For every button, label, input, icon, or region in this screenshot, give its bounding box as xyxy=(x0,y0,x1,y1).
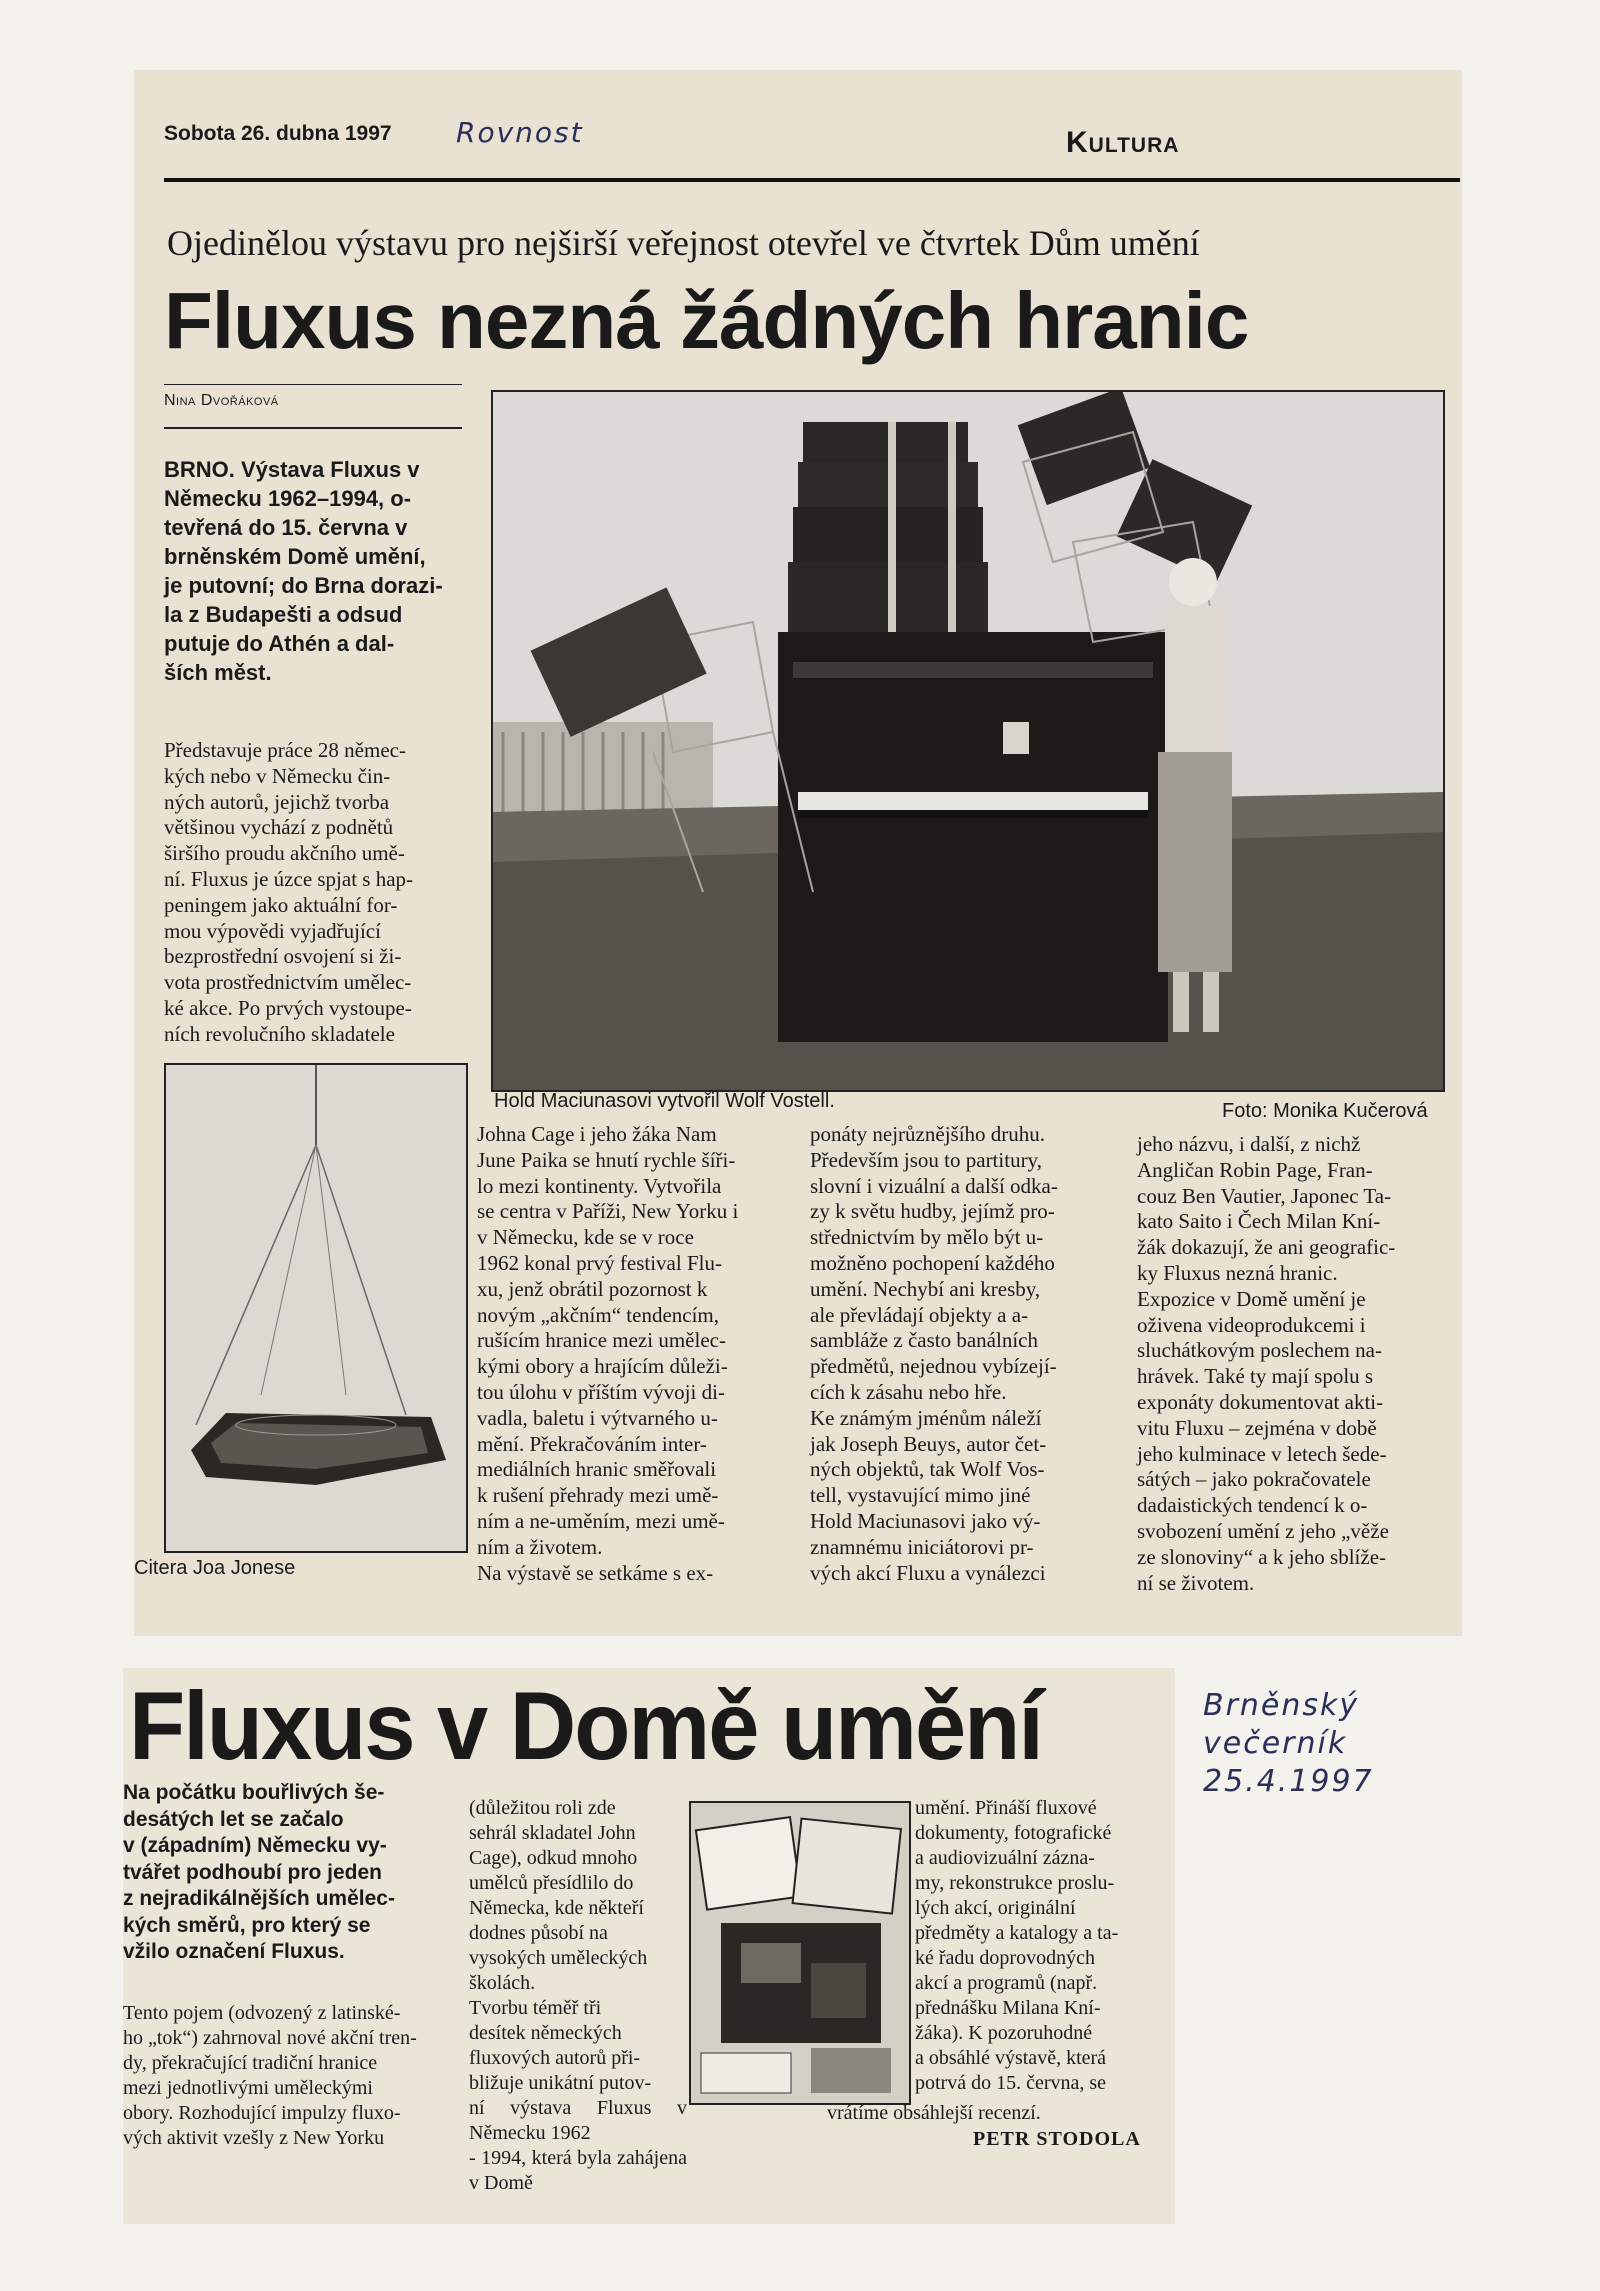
issue-date: Sobota 26. dubna 1997 xyxy=(164,122,392,145)
small-photo-caption: Citera Joa Jonese xyxy=(134,1557,296,1579)
author-rule-bottom xyxy=(164,427,462,429)
main-photo xyxy=(491,390,1445,1092)
photo-credit: Foto: Monika Kučerová xyxy=(1222,1100,1428,1122)
closing-line: vrátíme obsáhlejší recenzí. xyxy=(827,2102,1041,2124)
handwritten-note xyxy=(1203,1687,1374,1801)
article-title: Fluxus nezná žádných hranic xyxy=(164,276,1249,365)
fluxus-objects-graphic xyxy=(691,1803,909,2103)
handwritten-source-note: Rovnost xyxy=(456,116,584,149)
column-1: Tento pojem (odvozený z latinské- ho „tok“) zahrnoval nové akční tren- dy, překračující tradiční hranice mezi jednotlivými uměleckými obory. Rozhodující impulzy fluxo- vých aktivit vzešly z New Yorku xyxy=(123,2002,417,2149)
article-lead: Na počátku bouřlivých še- desátých let se začalo v (západním) Německu vy- tvářet podhoubí pro jeden z nejradikálnějších umělec- kých směrů, pro který se vžilo označení Fluxus. xyxy=(123,1781,395,1963)
column-3: ponáty nejrůznějšího druhu. Především jsou to partitury, slovní i vizuální a další odka- zy k světu hudby, jejímž pro- střednictvím by mělo být u- možněno pochopení každého umění. Nechybí ani kresby, ale převládají objekty a a- sambláže z často banálních předmětů, nejednou vybízejí- cích k zásahu nebo hře. Ke známým jménům náleží jak Joseph Beuys, autor čet- ných objektů, tak Wolf Vos- tell, vystavující mimo jiné Hold Maciunasovi jako vý- znamnému iniciátorovi pr- vých akcí Fluxu a vynálezci xyxy=(810,1122,1058,1585)
column-3: umění. Přináší fluxové dokumenty, fotografické a audiovizuální zázna- my, rekonstrukce proslu- lých akcí, originální předměty a katalogy a ta- ké řadu doprovodných akcí a programů (např. přednášku Milana Kní- žáka). K pozoruhodné a obsáhlé výstavě, která potrvá do 15. června, se xyxy=(915,1797,1119,2094)
column-2: (důležitou roli zde sehrál skladatel John Cage), odkud mnoho umělců přesídlilo do Německa, kde někteří dodnes působí na vysokých uměleckých školách. Tvorbu téměř tři desítek německých fluxových autorů při- bližuje unikátní putov- ní výstava Fluxus v Německu 1962 - 1994, která byla zahájena v Domě xyxy=(469,1797,687,2194)
handwritten-note-line-1: Brněnský xyxy=(1203,1688,1360,1723)
zither-photo-graphic xyxy=(166,1065,466,1551)
article-lead: BRNO. Výstava Fluxus v Německu 1962–1994, o- tevřená do 15. června v brněnském Domě umění, je putovní; do Brna dorazi- la z Budapešti a odsud putuje do Athén a dal- ších měst. xyxy=(164,457,443,685)
column-2: Johna Cage i jeho žáka Nam June Paika se hnutí rychle šíři- lo mezi kontinenty. Vytvořila se centra v Paříži, New Yorku i v Německu, kde se v roce 1962 konal prvý festival Flu- xu, jenž obrátil pozornost k novým „akčním“ tendencím, rušícím hranice mezi umělec- kými obory a hrajícím důleži- tou úlohu v příštím vývoji di- vadla, baletu i výtvarného u- mění. Překračováním inter- mediálních hranic směřovali k rušení přehrady mezi umě- ním a ne-uměním, mezi umě- ním a životem. Na výstavě se setkáme s ex- xyxy=(477,1122,739,1585)
handwritten-note-line-3: 25.4.1997 xyxy=(1203,1764,1374,1799)
article-author: PETR STODOLA xyxy=(973,2128,1141,2150)
article-title: Fluxus v Domě umění xyxy=(129,1672,1042,1781)
installation-photo-graphic xyxy=(493,392,1443,1090)
handwritten-note-line-2: večerník xyxy=(1203,1726,1348,1761)
column-4: jeho názvu, i další, z nichž Angličan Robin Page, Fran- couz Ben Vautier, Japonec Ta- kato Saito i Čech Milan Kní- žák dokazují, že ani geografic- ky Fluxus nezná hranic. Expozice v Domě umění je oživena videoprodukcemi i sluchátkovým poslechem na- hrávek. Také ty mají spolu s exponáty dokumentovat akti- vitu Fluxu – zejména v době jeho kulminace v letech šede- sátých – jako pokračovatele dadaistických tendencí k o- svobození umění z jeho „věže ze slonoviny“ a k jeho sblíže- ní se životem. xyxy=(1137,1132,1396,1595)
column-1: Představuje práce 28 němec- kých nebo v Německu čin- ných autorů, jejichž tvorba většinou vychází z podnětů širšího proudu akčního umě- ní. Fluxus je úzce spjat s hap- peningem jako aktuální for- mou výpovědi vyjadřující bezprostřední osvojení si ži- vota prostřednictvím umělec- ké akce. Po prvých vystoupe- ních revolučního skladatele xyxy=(164,738,414,1046)
photo-caption: Hold Maciunasovi vytvořil Wolf Vostell. xyxy=(494,1090,835,1112)
small-photo xyxy=(164,1063,468,1553)
header-rule xyxy=(164,178,1460,182)
newspaper-clipping-rovnost xyxy=(134,70,1462,1636)
exhibition-photo xyxy=(689,1801,911,2105)
author-name: Nina Dvořáková xyxy=(164,392,279,409)
author-rule xyxy=(164,384,462,385)
newspaper-clipping-brnensky-vecernik xyxy=(123,1668,1175,2224)
article-subtitle: Ojedinělou výstavu pro nejširší veřejnost otevřel ve čtvrtek Dům umění xyxy=(167,223,1200,263)
section-label: Kultura xyxy=(1066,126,1180,159)
